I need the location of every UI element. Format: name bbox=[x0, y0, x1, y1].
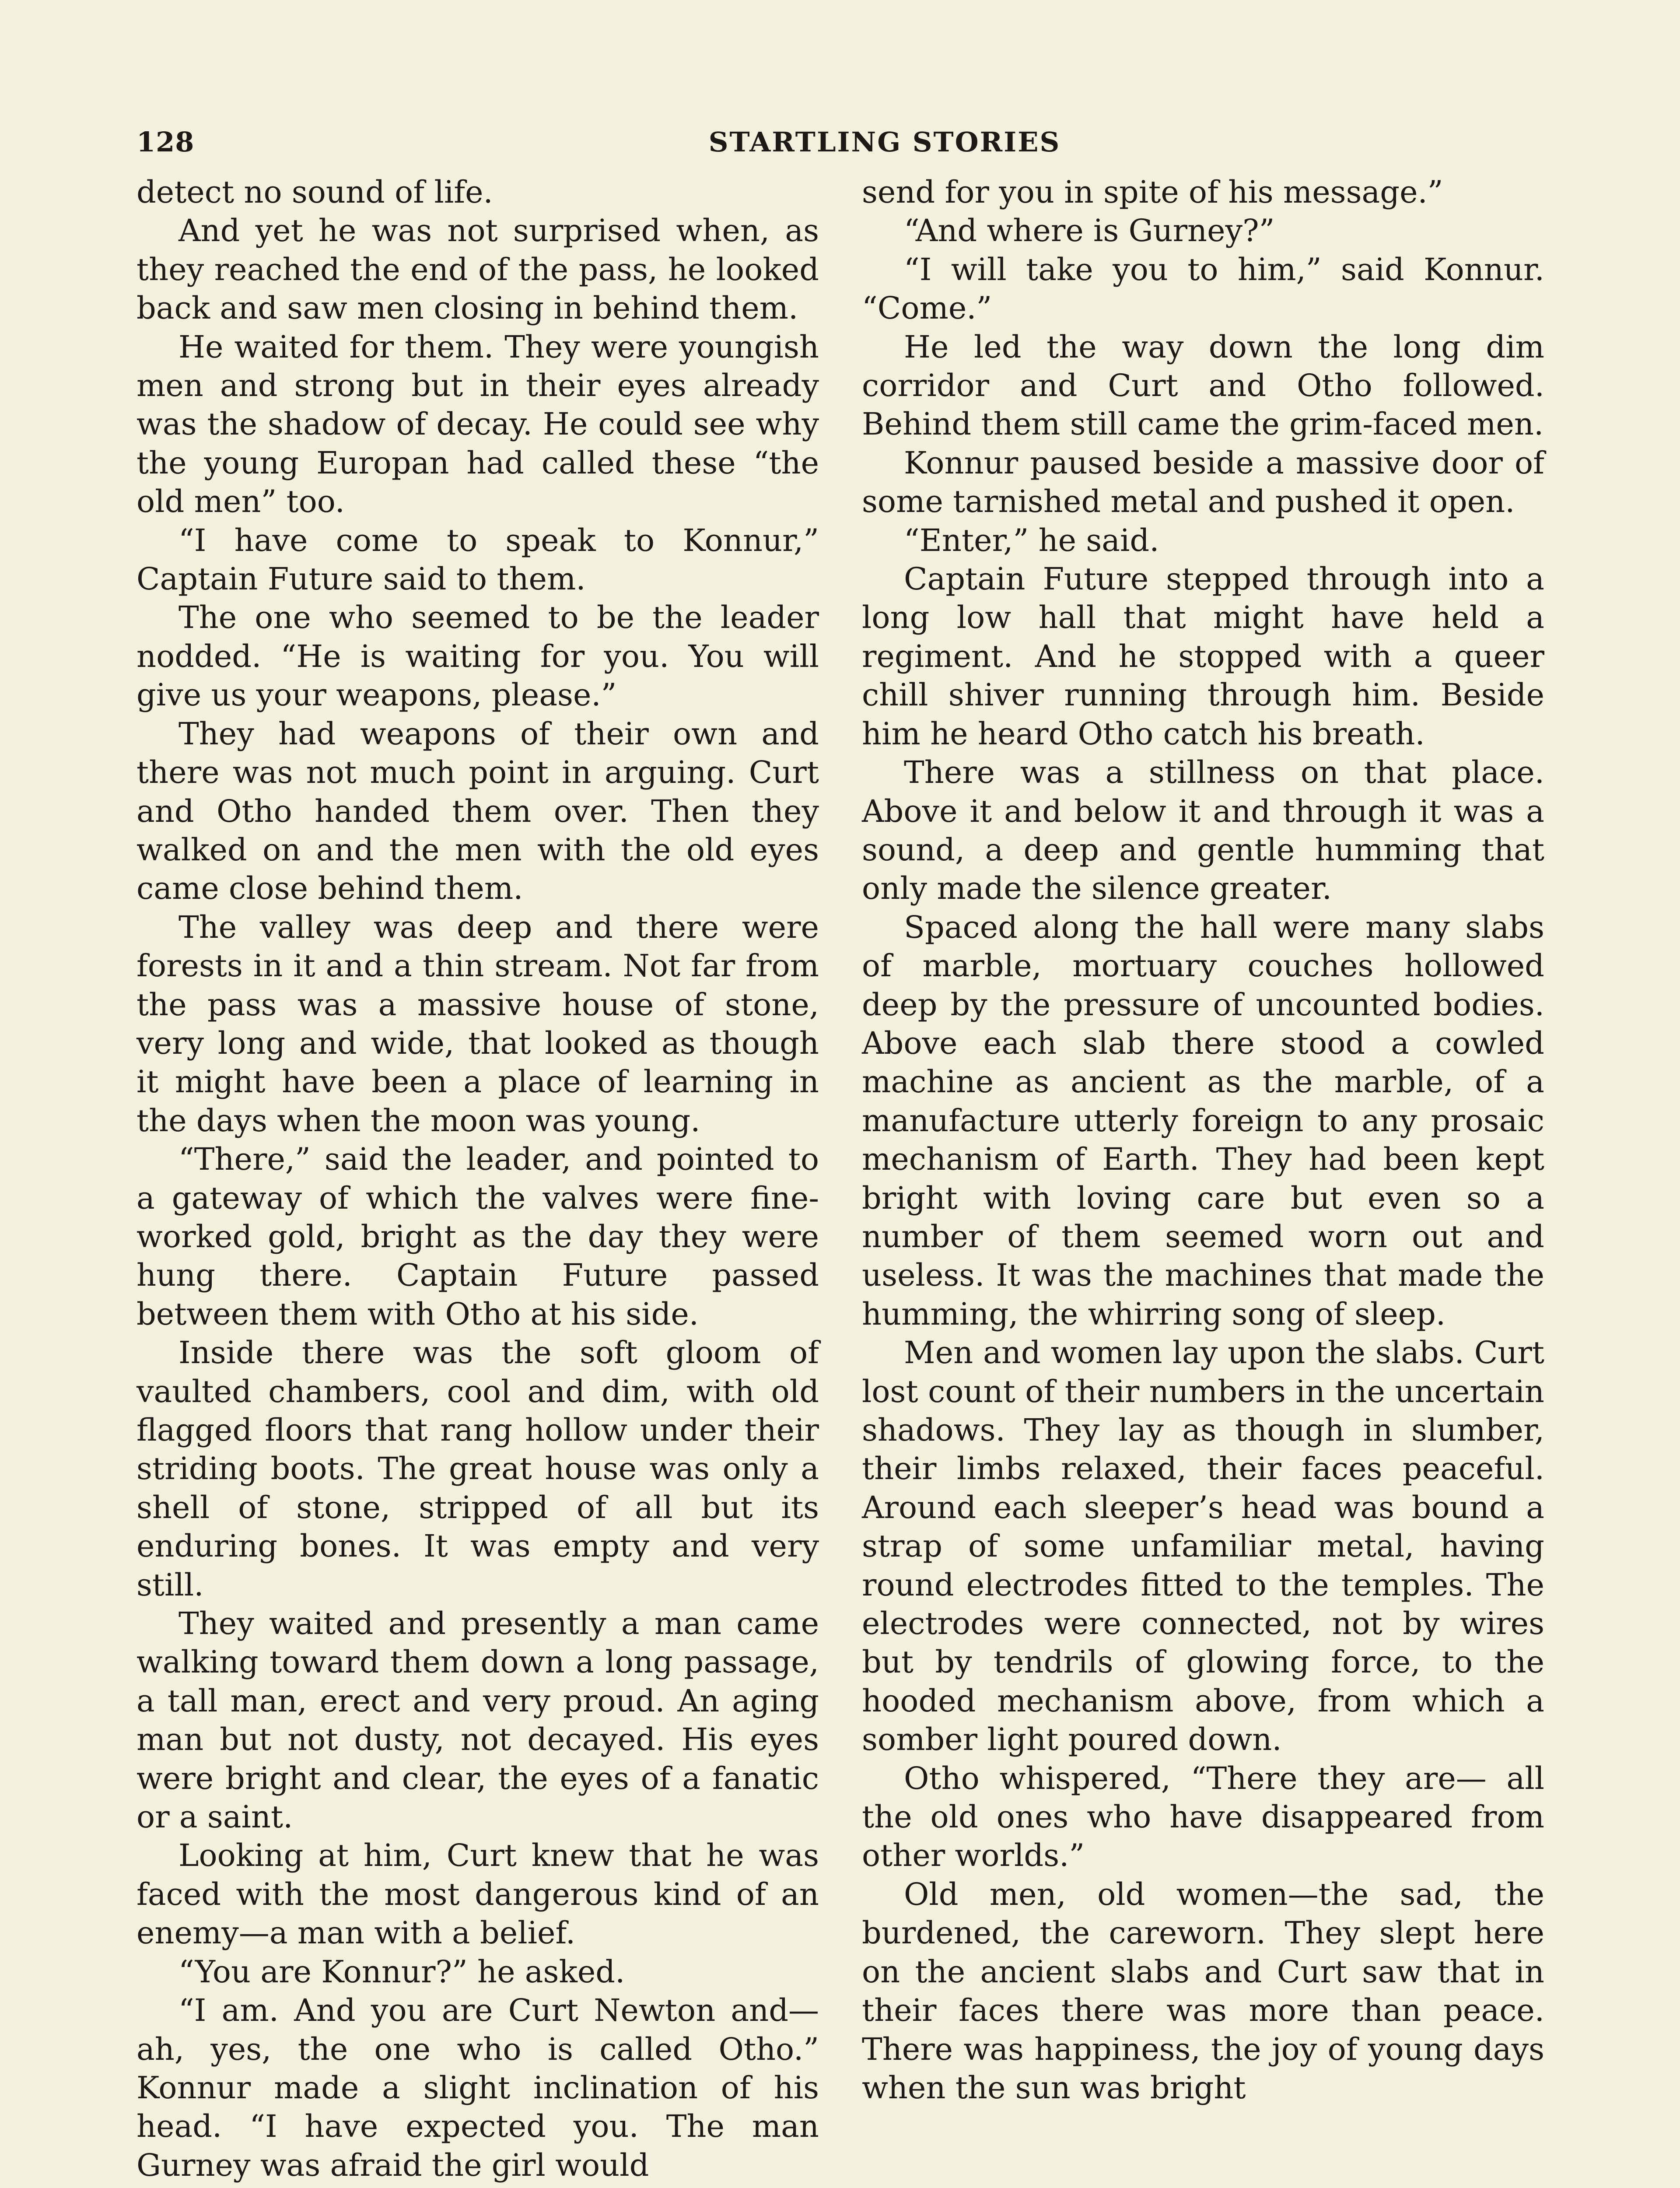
paragraph: Otho whispered, “There they are— all the old ones who have disappeared from other worlds.” bbox=[862, 1760, 1544, 1874]
page-header bbox=[136, 126, 1544, 170]
running-title: STARTLING STORIES bbox=[708, 126, 1061, 158]
paragraph: Spaced along the hall were many slabs of marble, mortuary couches hollowed deep by the pressure of uncounted bodies. Above each slab there stood a cowled machine as ancient as the marble, of a manufacture utterly foreign to any prosaic mechanism of Earth. They had been kept bright with loving care but even so a number of them seemed worn out and useless. It was the machines that made the humming, the whirring song of sleep. bbox=[862, 909, 1544, 1332]
paragraph: Men and women lay upon the slabs. Curt lost count of their numbers in the uncertain shadows. They lay as though in slumber, their limbs relaxed, their faces peaceful. Around each sleeper’s head was bound a strap of some unfamiliar metal, having round electrodes fitted to the temples. The electrodes were connected, not by wires but by tendrils of glowing force, to the hooded mechanism above, from which a somber light poured down. bbox=[862, 1335, 1544, 1758]
paragraph: “You are Konnur?” he asked. bbox=[178, 1953, 625, 1990]
paragraph: He led the way down the long dim corridor and Curt and Otho followed. Behind them still came the grim-faced men. bbox=[862, 329, 1544, 442]
paragraph: Old men, old women—the sad, the burdened, the careworn. They slept here on the ancient slabs and Curt saw that in their faces there was more than peace. There was happiness, the joy of young days when the sun was bright bbox=[862, 1876, 1544, 2106]
paragraph: “I will take you to him,” said Konnur. “Come.” bbox=[862, 251, 1544, 326]
paragraph: “Enter,” he said. bbox=[904, 522, 1159, 558]
paragraph: “There,” said the leader, and pointed to a gateway of which the valves were fine-worked gold, bright as the day they were hung there. Captain Future passed between them with Otho at his side. bbox=[136, 1141, 819, 1332]
paragraph: detect no sound of life. bbox=[136, 174, 493, 210]
paragraph: Looking at him, Curt knew that he was faced with the most dangerous kind of an enemy—a man with a belief. bbox=[136, 1837, 819, 1951]
paragraph: “And where is Gurney?” bbox=[904, 213, 1275, 249]
left-column bbox=[136, 173, 819, 2184]
paragraph: “I am. And you are Curt Newton and—ah, yes, the one who is called Otho.” Konnur made a slight inclination of his head. “I have expected you. The man Gurney was afraid the girl would bbox=[136, 1992, 819, 2183]
paragraph: And yet he was not surprised when, as they reached the end of the pass, he looked back and saw men closing in behind them. bbox=[136, 213, 819, 326]
paragraph: There was a stillness on that place. Above it and below it and through it was a sound, a deep and gentle humming that only made the silence greater. bbox=[862, 754, 1544, 907]
paragraph: The valley was deep and there were forests in it and a thin stream. Not far from the pass was a massive house of stone, very long and wide, that looked as though it might have been a place of learning in the days when the moon was young. bbox=[136, 909, 819, 1139]
paragraph: Captain Future stepped through into a long low hall that might have held a regiment. And he stopped with a queer chill shiver running through him. Beside him he heard Otho catch his breath. bbox=[862, 561, 1544, 752]
paragraph: “I have come to speak to Konnur,” Captain Future said to them. bbox=[136, 522, 819, 597]
paragraph: He waited for them. They were youngish men and strong but in their eyes already was the shadow of decay. He could see why the young Europan had called these “the old men” too. bbox=[136, 329, 819, 520]
paragraph: The one who seemed to be the leader nodded. “He is waiting for you. You will give us your weapons, please.” bbox=[136, 600, 819, 713]
paragraph: Konnur paused beside a massive door of some tarnished metal and pushed it open. bbox=[862, 445, 1544, 520]
paragraph: They had weapons of their own and there was not much point in arguing. Curt and Otho handed them over. Then they walked on and the men with the old eyes came close behind them. bbox=[136, 715, 819, 907]
paragraph: send for you in spite of his message.” bbox=[862, 174, 1443, 210]
page-number: 128 bbox=[136, 126, 195, 158]
right-column bbox=[862, 173, 1544, 2107]
paragraph: They waited and presently a man came walking toward them down a long passage, a tall man, erect and very proud. An aging man but not dusty, not decayed. His eyes were bright and clear, the eyes of a fanatic or a saint. bbox=[136, 1606, 819, 1835]
paragraph: Inside there was the soft gloom of vaulted chambers, cool and dim, with old flagged floors that rang hollow under their striding boots. The great house was only a shell of stone, stripped of all but its enduring bones. It was empty and very still. bbox=[136, 1335, 819, 1603]
